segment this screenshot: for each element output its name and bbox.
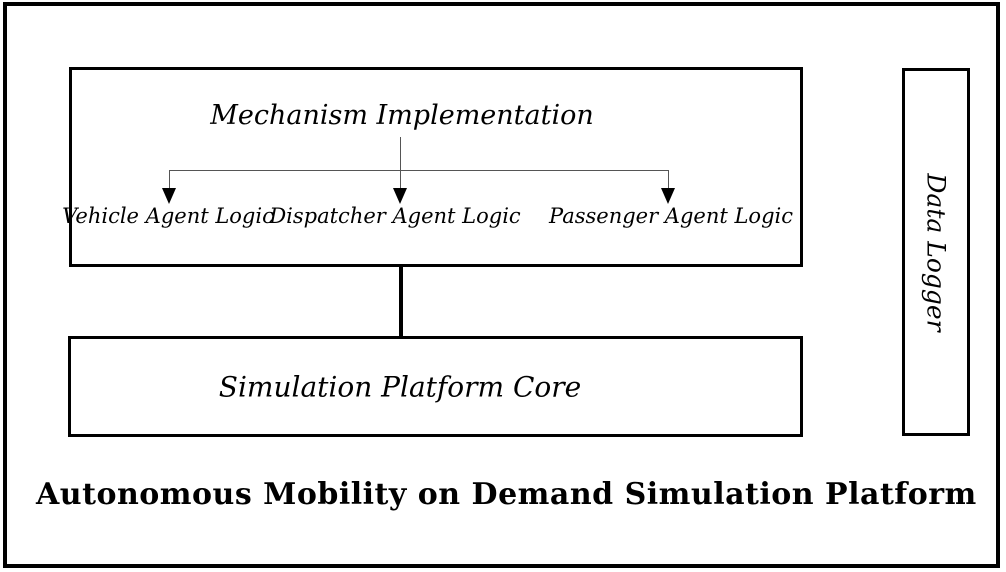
diagram-caption: Autonomous Mobility on Demand Simulation Platform <box>36 477 977 512</box>
simulation-platform-core-label: Simulation Platform Core <box>218 370 582 403</box>
arrowhead-down-icon <box>661 188 675 204</box>
mechanism-implementation-title: Mechanism Implementation <box>210 100 594 131</box>
mechanism-core-connector-line <box>399 266 403 337</box>
passenger-agent-logic-label: Passenger Agent Logic <box>549 204 793 228</box>
vehicle-agent-logic-label: Vehicle Agent Logic <box>62 204 274 228</box>
data-logger-box <box>902 68 970 436</box>
mechanism-implementation-box <box>62 67 803 267</box>
branch-line-horizontal <box>169 170 669 171</box>
branch-line-center <box>400 137 401 192</box>
arrowhead-down-icon <box>393 188 407 204</box>
dispatcher-agent-logic-label: Dispatcher Agent Logic <box>269 204 521 228</box>
simulation-platform-core-box <box>68 336 803 437</box>
data-logger-label: Data Logger <box>921 172 951 332</box>
arrowhead-down-icon <box>162 188 176 204</box>
